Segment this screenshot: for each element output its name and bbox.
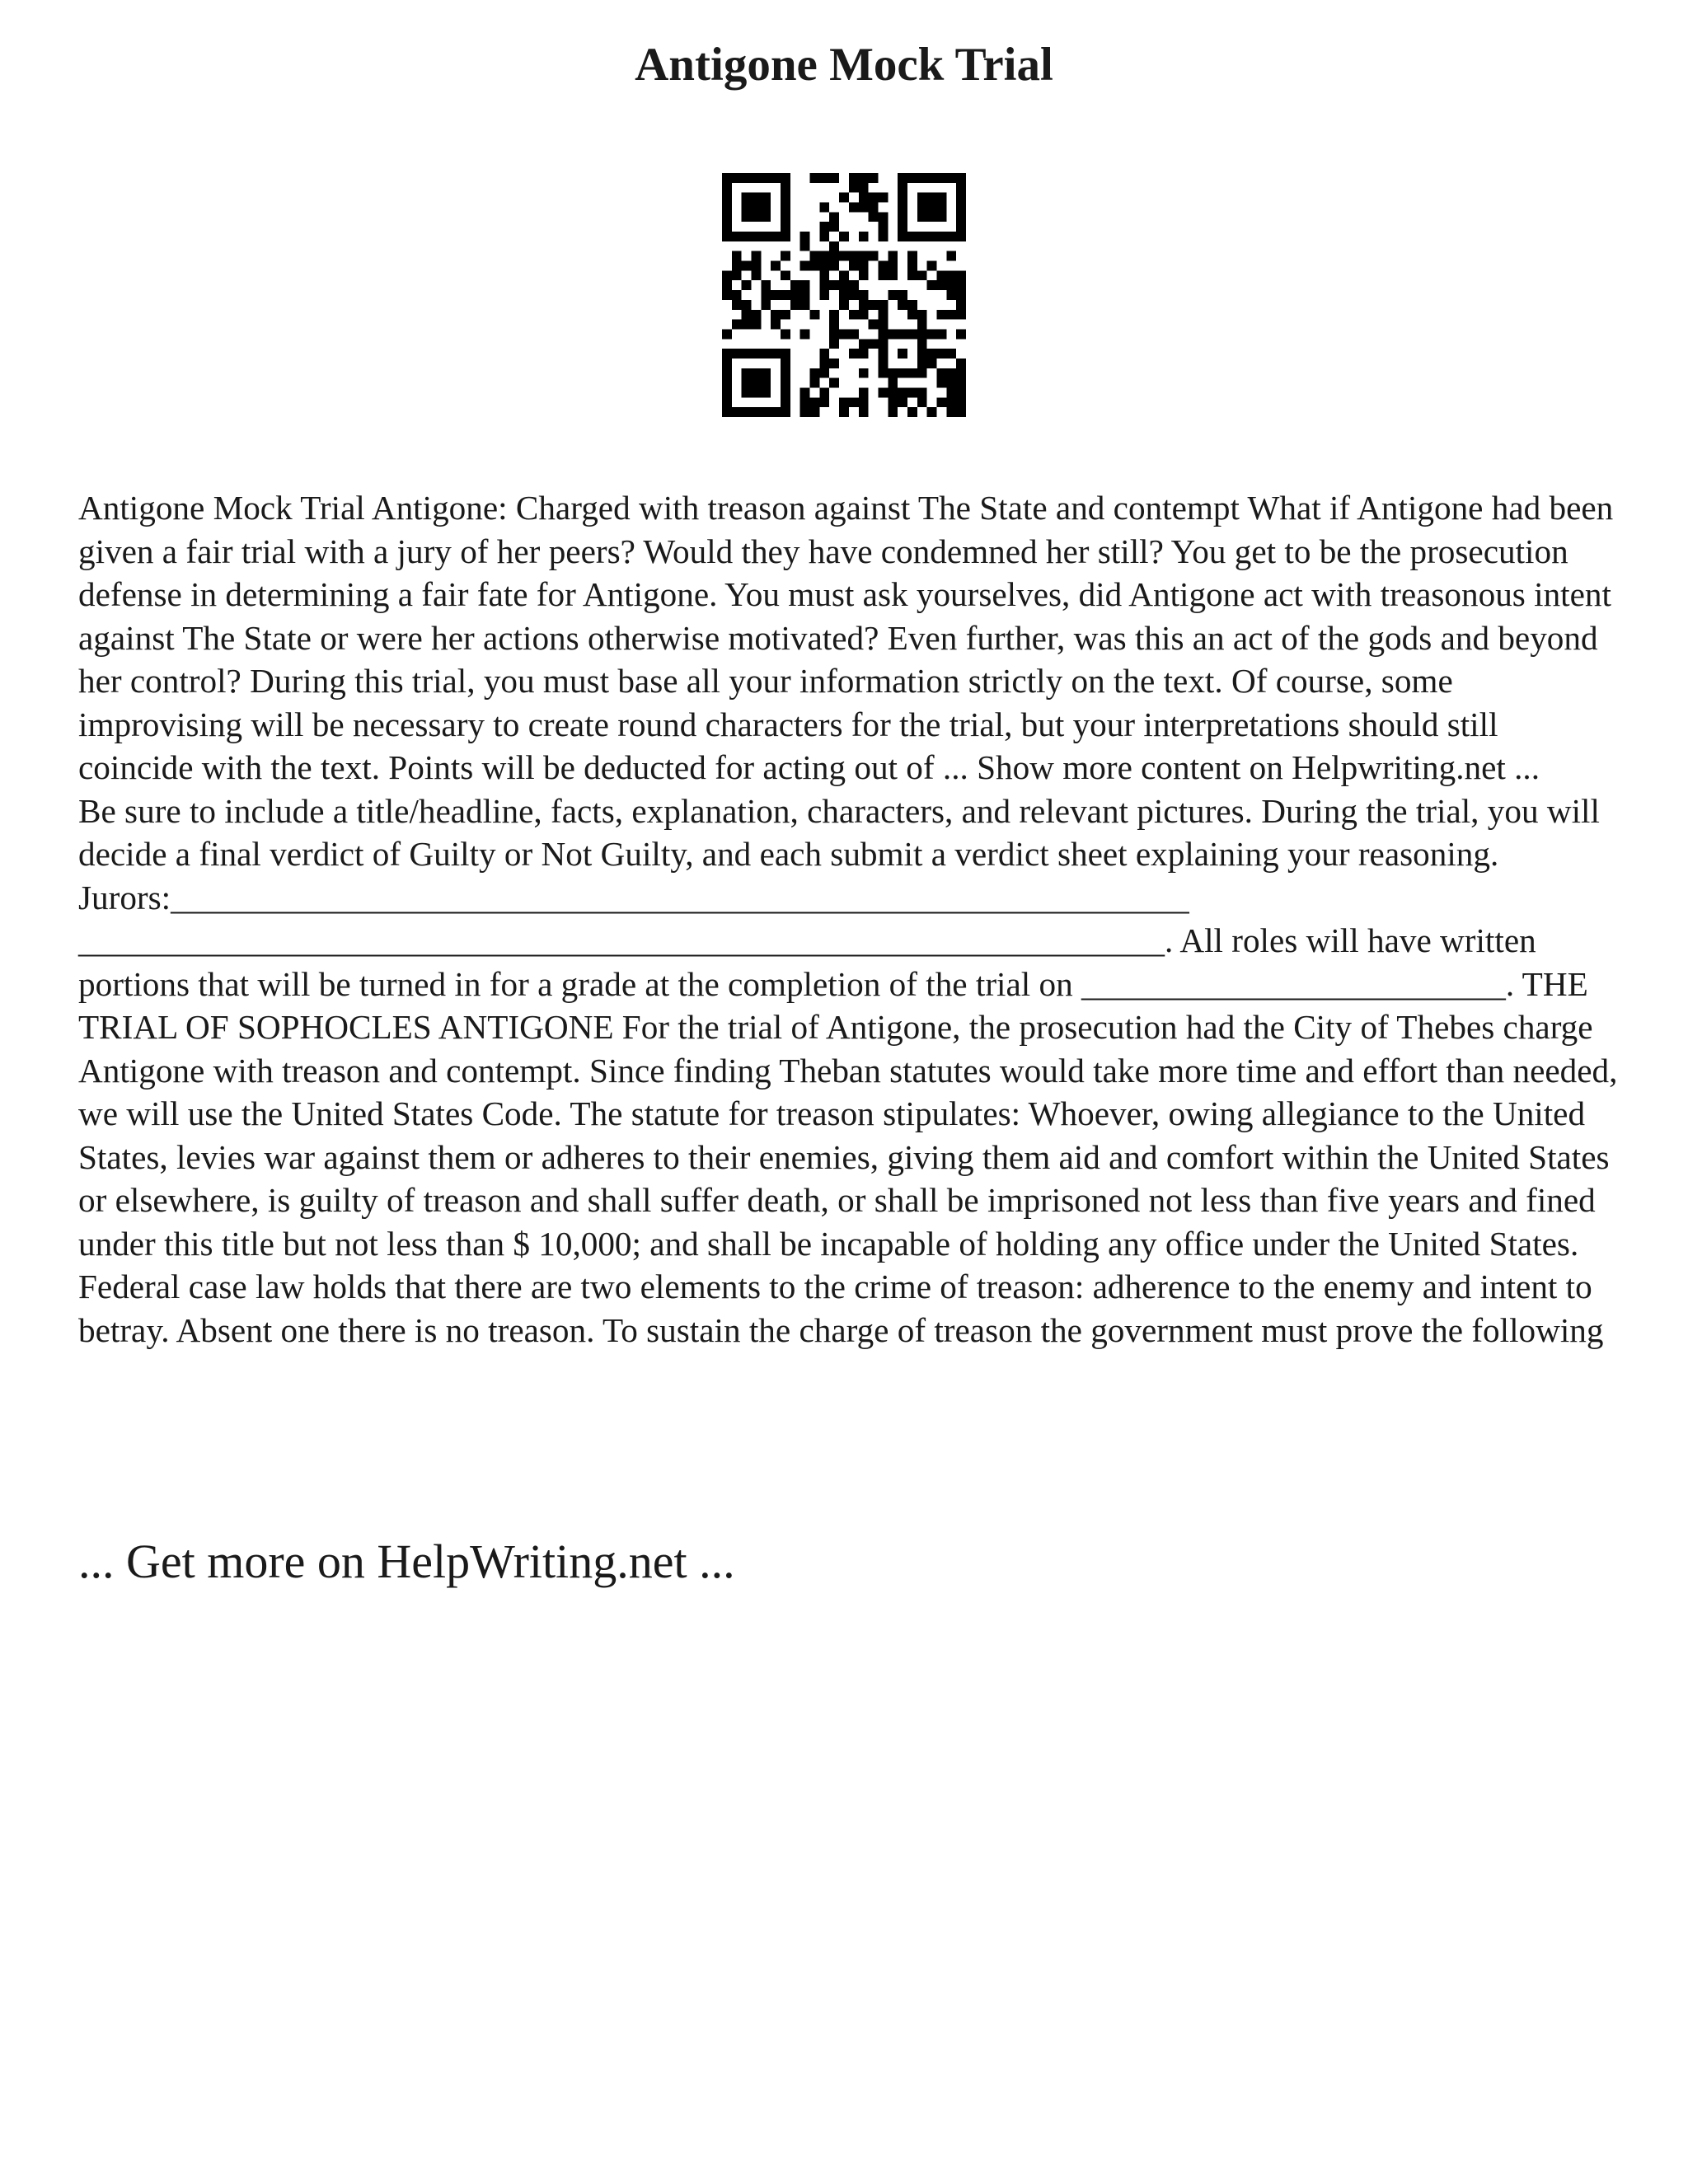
document-body	[78, 486, 1620, 1352]
qr-code-icon	[722, 173, 966, 417]
body-paragraph-2: Be sure to include a title/headline, facts, explanation, characters, and relevant pictures. During the trial, you will decide a final verdict of Guilty or Not Guilty, and each submit a verdict sheet explaining your reasoning. Jurors:____________________________________________________________ ________________________________________________________________. All roles will have written portions that will be turned in for a grade at the completion of the trial on _________________________. THE TRIAL OF SOPHOCLES ANTIGONE For the trial of Antigone, the prosecution had the City of Thebes charge Antigone with treason and contempt. Since finding Theban statutes would take more time and effort than needed, we will use the United States Code. The statute for treason stipulates: Whoever, owing allegiance to the United States, levies war against them or adheres to their enemies, giving them aid and comfort within the United States or elsewhere, is guilty of treason and shall suffer death, or shall be imprisoned not less than five years and fined under this title but not less than $ 10,000; and shall be incapable of holding any office under the United States. Federal case law holds that there are two elements to the crime of treason: adherence to the enemy and intent to betray. Absent one there is no treason. To sustain the charge of treason the government must prove the following	[78, 791, 1618, 1349]
get-more-link[interactable]: ... Get more on HelpWriting.net ...	[78, 1535, 735, 1588]
page-title: Antigone Mock Trial	[635, 39, 1053, 91]
body-paragraph-1: Antigone Mock Trial Antigone: Charged with treason against The State and contempt What if Antigone had been given a fair trial with a jury of her peers? Would they have condemned her still? You get to be the prosecution defense in determining a fair fate for Antigone. You must ask yourselves, did Antigone act with treasonous intent against The State or were her actions otherwise motivated? Even further, was this an act of the gods and beyond her control? During this trial, you must base all your information strictly on the text. Of course, some improvising will be necessary to create round characters for the trial, but your interpretations should still coincide with the text. Points will be deducted for acting out of ... Show more content on Helpwriting.net ...	[78, 489, 1614, 786]
